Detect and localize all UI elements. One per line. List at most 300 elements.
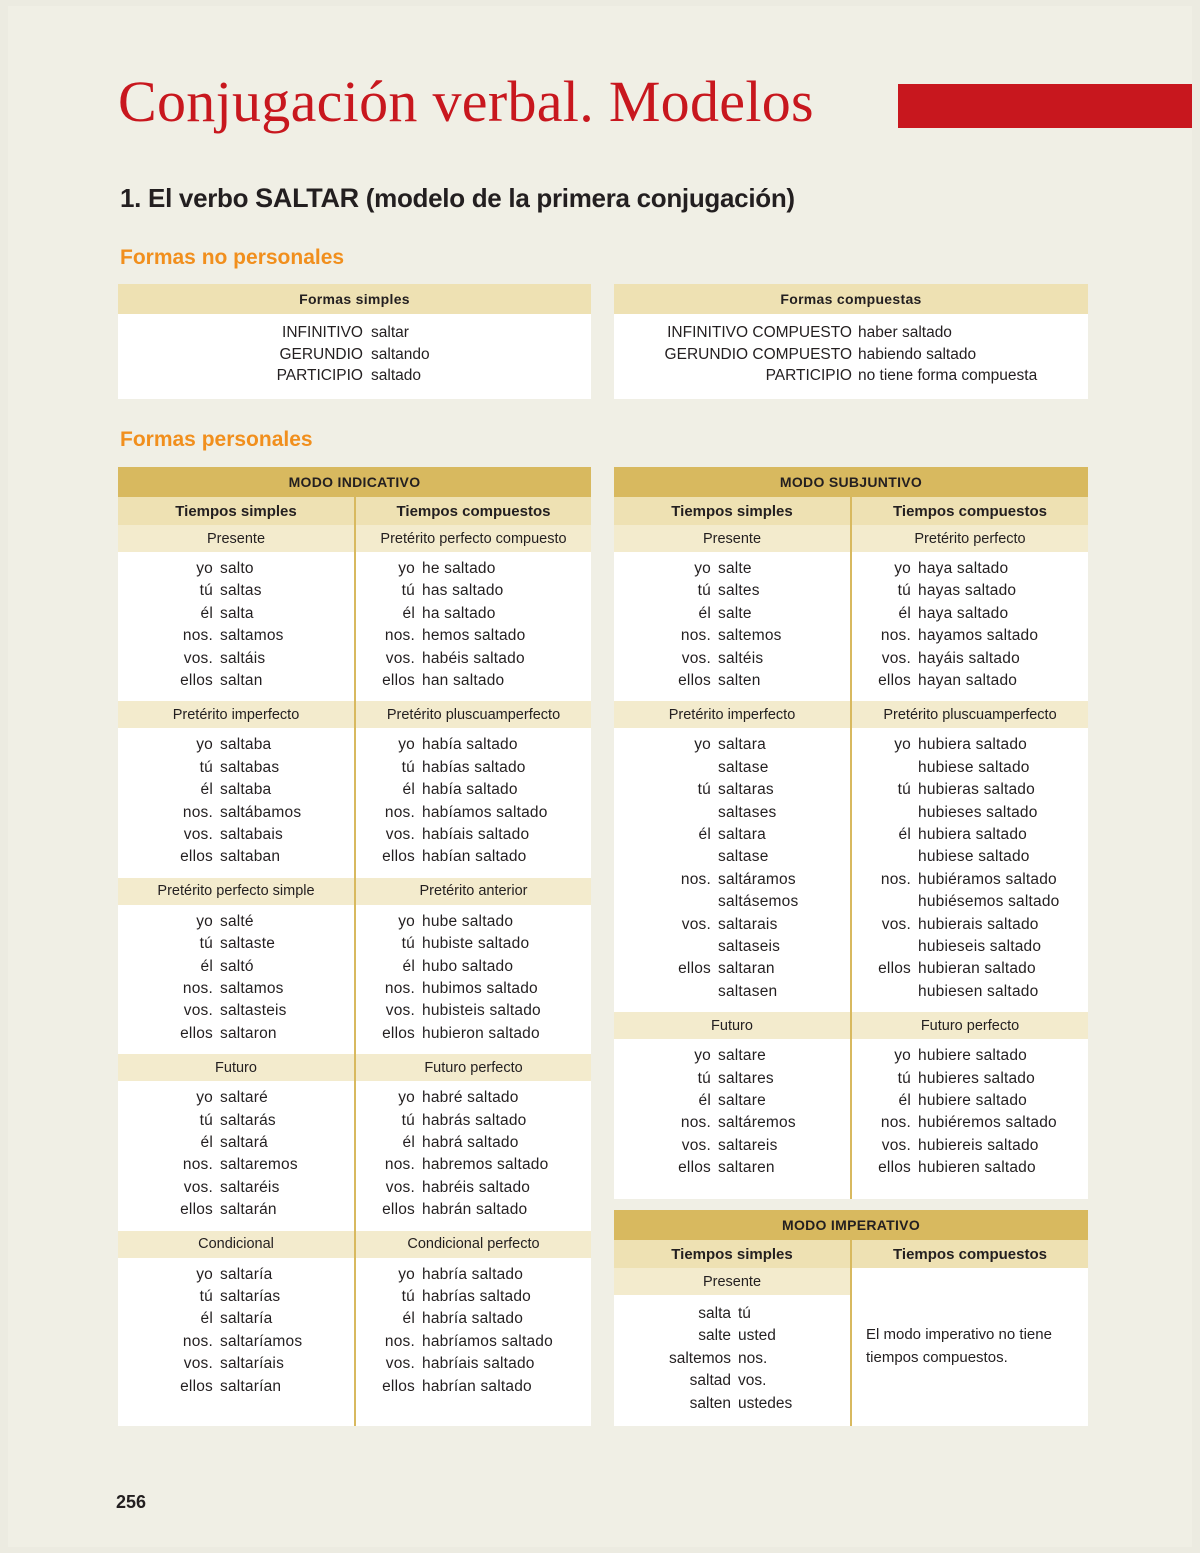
- pronoun: vos.: [881, 915, 911, 933]
- pronoun: ellos: [180, 1377, 213, 1395]
- pronoun: vos.: [681, 1136, 711, 1154]
- imperativo-col-compuestos: Tiempos compuestos: [852, 1240, 1088, 1268]
- verb-form: hubieses saltado: [918, 803, 1038, 821]
- verb-form: hubiese saltado: [918, 758, 1030, 776]
- indicativo-simple-tense: Condicional: [118, 1231, 354, 1258]
- indicativo-simple-rows: [118, 913, 354, 1047]
- verb-form: hubiere saltado: [918, 1047, 1027, 1065]
- verb-form: saltaren: [718, 1159, 775, 1177]
- title-accent-bar: [898, 84, 1192, 128]
- pronoun: vos.: [881, 649, 911, 667]
- pronoun: [852, 893, 911, 915]
- pronoun: [614, 759, 711, 781]
- formas-compuestas-table: [614, 284, 1088, 399]
- pronoun: yo: [694, 736, 711, 754]
- verb-form: hubiereis saltado: [918, 1136, 1039, 1154]
- indicativo-simple-rows: [118, 1089, 354, 1223]
- verb-form: hubisteis saltado: [422, 1002, 541, 1020]
- form-value: haber saltado: [858, 324, 952, 341]
- pronoun: él: [898, 825, 911, 843]
- pronoun: nos.: [880, 627, 911, 645]
- verb-form: saltad: [689, 1372, 731, 1390]
- imperativo-note: El modo imperativo no tiene tiempos compuestos.: [866, 1326, 1052, 1366]
- indicativo-compuesto-rows: [356, 913, 591, 1047]
- pronoun: vos.: [183, 1355, 213, 1373]
- pronoun: [614, 848, 711, 870]
- form-label: PARTICIPIO: [765, 367, 852, 384]
- pronoun: ellos: [878, 1159, 911, 1177]
- pronoun: él: [698, 825, 711, 843]
- subjuntivo-compuesto-rows: [852, 560, 1088, 694]
- pronoun: tú: [199, 582, 213, 600]
- verb-form: hubiesen saltado: [918, 982, 1039, 1000]
- pronoun: él: [698, 1091, 711, 1109]
- verb-form: habrían saltado: [422, 1377, 532, 1395]
- pronoun: tú: [697, 582, 711, 600]
- subjuntivo-compuesto-tense: Pretérito pluscuamperfecto: [852, 701, 1088, 728]
- form-value: no tiene forma compuesta: [858, 367, 1038, 384]
- pronoun: ustedes: [738, 1394, 793, 1412]
- verb-form: habría saltado: [422, 1310, 524, 1328]
- pronoun: él: [898, 1091, 911, 1109]
- pronoun: él: [200, 957, 213, 975]
- verb-form: hayáis saltado: [918, 649, 1020, 667]
- pronoun: él: [200, 781, 213, 799]
- pronoun: él: [402, 1310, 415, 1328]
- pronoun: usted: [738, 1327, 776, 1345]
- pronoun: yo: [196, 1089, 213, 1107]
- verb-form: salte: [718, 560, 752, 577]
- verb-form: salta: [698, 1305, 731, 1322]
- verb-form: había saltado: [422, 781, 518, 799]
- indicativo-simple-tense: Pretérito imperfecto: [118, 701, 354, 728]
- verb-form: saltaba: [220, 781, 272, 799]
- indicativo-compuesto-tense: Condicional perfecto: [356, 1231, 591, 1258]
- indicativo-compuesto-tense: Pretérito pluscuamperfecto: [356, 701, 591, 728]
- verb-form: hayamos saltado: [918, 627, 1039, 645]
- verb-form: saltemos: [668, 1349, 731, 1367]
- section-rest: (modelo de la primera conjugación): [365, 183, 795, 213]
- pronoun: tú: [401, 1287, 415, 1305]
- verb-form: hubiéremos saltado: [918, 1114, 1057, 1132]
- pronoun: tú: [897, 1069, 911, 1087]
- form-label: GERUNDIO: [279, 345, 363, 363]
- section-title: [120, 183, 795, 214]
- pronoun: vos.: [681, 649, 711, 667]
- pronoun: vos.: [385, 1002, 415, 1020]
- pronoun: él: [402, 781, 415, 799]
- pronoun: ellos: [382, 848, 415, 866]
- form-label: INFINITIVO: [282, 324, 363, 341]
- pronoun: ellos: [878, 960, 911, 978]
- formas-simples-header: Formas simples: [118, 284, 591, 314]
- verb-form: saltaseis: [718, 937, 781, 955]
- verb-form: has saltado: [422, 582, 504, 600]
- modo-subjuntivo-table: [614, 467, 1088, 1199]
- verb-form: salten: [689, 1394, 731, 1412]
- pronoun: nos.: [182, 979, 213, 997]
- verb-form: hubo saltado: [422, 957, 514, 975]
- verb-form: saltase: [718, 758, 769, 776]
- pronoun: nos.: [384, 1156, 415, 1174]
- imperativo-tense-presente: Presente: [614, 1268, 850, 1295]
- pronoun: yo: [398, 560, 415, 577]
- verb-form: habrán saltado: [422, 1201, 528, 1219]
- pronoun: ellos: [382, 671, 415, 689]
- pronoun: yo: [196, 1265, 213, 1283]
- form-value: saltando: [371, 345, 430, 363]
- subjuntivo-simple-rows: [614, 736, 850, 1005]
- subjuntivo-compuesto-tense: Pretérito perfecto: [852, 525, 1088, 552]
- pronoun: yo: [196, 736, 213, 754]
- verb-form: saltaríamos: [220, 1332, 303, 1350]
- pronoun: nos.: [384, 1332, 415, 1350]
- verb-form: hubiese saltado: [918, 848, 1030, 866]
- verb-form: hubimos saltado: [422, 979, 538, 997]
- form-value: habiendo saltado: [858, 345, 977, 363]
- pronoun: ellos: [180, 848, 213, 866]
- verb-form: saltemos: [718, 627, 782, 645]
- pronoun: tú: [401, 935, 415, 953]
- modo-imperativo-header: MODO IMPERATIVO: [614, 1210, 1088, 1240]
- indicativo-simple-tense: Futuro: [118, 1054, 354, 1081]
- pronoun: [852, 848, 911, 870]
- verb-form: habíamos saltado: [422, 803, 548, 821]
- indicativo-compuesto-tense: Pretérito perfecto compuesto: [356, 525, 591, 552]
- pronoun: él: [402, 957, 415, 975]
- pronoun: nos.: [738, 1349, 768, 1367]
- verb-form: hubiere saltado: [918, 1091, 1027, 1109]
- formas-simples-table: [118, 284, 591, 399]
- pronoun: él: [200, 604, 213, 622]
- verb-form: saltasteis: [220, 1002, 287, 1020]
- verb-form: habías saltado: [422, 758, 526, 776]
- verb-form: saltaría: [220, 1310, 273, 1328]
- verb-form: hubieras saltado: [918, 781, 1035, 799]
- section-lead: El verbo: [148, 183, 249, 213]
- pronoun: [614, 938, 711, 960]
- verb-form: saltare: [718, 1091, 766, 1109]
- pronoun: vos.: [385, 1178, 415, 1196]
- verb-form: saltabais: [220, 825, 283, 843]
- indicativo-simple-tense: Pretérito perfecto simple: [118, 878, 354, 905]
- verb-form: habréis saltado: [422, 1178, 531, 1196]
- verb-form: saltará: [220, 1133, 268, 1151]
- verb-form: saltarías: [220, 1287, 281, 1305]
- verb-form: saltaremos: [220, 1156, 298, 1174]
- verb-form: saltaré: [220, 1089, 268, 1107]
- indicativo-simple-tense: Presente: [118, 525, 354, 552]
- verb-form: saltaría: [220, 1265, 273, 1283]
- pronoun: yo: [894, 1047, 911, 1065]
- pronoun: tú: [401, 582, 415, 600]
- verb-form: saltaba: [220, 736, 272, 754]
- verb-form: salto: [220, 560, 254, 577]
- verb-form: hubiste saltado: [422, 935, 530, 953]
- verb-form: saltaste: [220, 935, 276, 953]
- pronoun: él: [402, 1133, 415, 1151]
- verb-form: haya saltado: [918, 560, 1009, 577]
- indicativo-simple-rows: [118, 736, 354, 870]
- pronoun: ellos: [382, 1377, 415, 1395]
- subjuntivo-simple-tense: Presente: [614, 525, 850, 552]
- pronoun: tú: [199, 1111, 213, 1129]
- pronoun: vos.: [183, 825, 213, 843]
- subjuntivo-col-simples: Tiempos simples: [614, 497, 850, 525]
- verb-form: hubiéramos saltado: [918, 870, 1057, 888]
- verb-form: saltase: [718, 848, 769, 866]
- subjuntivo-compuesto-rows: [852, 1047, 1088, 1181]
- pronoun: ellos: [878, 671, 911, 689]
- verb-form: hubierais saltado: [918, 915, 1039, 933]
- pronoun: tú: [199, 1287, 213, 1305]
- pronoun: vos.: [681, 915, 711, 933]
- indicativo-compuesto-rows: [356, 736, 591, 870]
- verb-form: saltarían: [220, 1377, 282, 1395]
- pronoun: ellos: [180, 671, 213, 689]
- page-title: Conjugación verbal. Modelos: [118, 69, 814, 134]
- pronoun: tú: [897, 582, 911, 600]
- verb-form: haya saltado: [918, 604, 1009, 622]
- indicativo-simple-rows: [118, 560, 354, 694]
- verb-form: saltas: [220, 582, 262, 600]
- pronoun: tú: [697, 781, 711, 799]
- form-label: GERUNDIO COMPUESTO: [664, 345, 852, 363]
- verb-form: habré saltado: [422, 1089, 519, 1107]
- verb-form: saltasen: [718, 982, 778, 1000]
- verb-form: habríamos saltado: [422, 1332, 553, 1350]
- verb-form: saltamos: [220, 627, 284, 645]
- verb-form: saltaron: [220, 1024, 277, 1042]
- heading-personales: Formas personales: [120, 428, 313, 451]
- modo-indicativo-table: [118, 467, 591, 1426]
- pronoun: [852, 938, 911, 960]
- pronoun: nos.: [384, 979, 415, 997]
- verb-form: hubieron saltado: [422, 1024, 540, 1042]
- verb-form: hubiésemos saltado: [918, 893, 1060, 911]
- indicativo-compuesto-rows: [356, 1089, 591, 1223]
- verb-form: hube saltado: [422, 912, 514, 930]
- verb-form: salten: [718, 671, 761, 689]
- pronoun: nos.: [880, 1114, 911, 1132]
- verb-form: saltan: [220, 671, 263, 689]
- pronoun: tú: [199, 758, 213, 776]
- indicativo-compuesto-tense: Pretérito anterior: [356, 878, 591, 905]
- verb-form: hayas saltado: [918, 582, 1017, 600]
- verb-form: saltarás: [220, 1111, 276, 1129]
- verb-form: saltarán: [220, 1201, 277, 1219]
- verb-form: hubiera saltado: [918, 736, 1027, 754]
- indicativo-compuesto-tense: Futuro perfecto: [356, 1054, 591, 1081]
- verb-form: saltáremos: [718, 1114, 796, 1132]
- verb-form: saltaríais: [220, 1355, 285, 1373]
- pronoun: nos.: [384, 627, 415, 645]
- page-number: 256: [116, 1492, 147, 1512]
- verb-form: saltábamos: [220, 803, 302, 821]
- verb-form: hubieres saltado: [918, 1069, 1035, 1087]
- pronoun: yo: [398, 1089, 415, 1107]
- pronoun: yo: [694, 1047, 711, 1065]
- verb-form: salte: [718, 604, 752, 622]
- pronoun: él: [698, 604, 711, 622]
- subjuntivo-simple-rows: [614, 1047, 850, 1181]
- subjuntivo-compuesto-tense: Futuro perfecto: [852, 1012, 1088, 1039]
- pronoun: nos.: [182, 627, 213, 645]
- verb-form: saltáis: [220, 649, 266, 667]
- pronoun: tú: [897, 781, 911, 799]
- pronoun: ellos: [678, 1159, 711, 1177]
- section-verb: SALTAR: [255, 183, 359, 213]
- verb-form: habremos saltado: [422, 1156, 549, 1174]
- pronoun: yo: [398, 912, 415, 930]
- pronoun: ellos: [382, 1201, 415, 1219]
- pronoun: nos.: [182, 1332, 213, 1350]
- subjuntivo-simple-tense: Futuro: [614, 1012, 850, 1039]
- subjuntivo-col-compuestos: Tiempos compuestos: [852, 497, 1088, 525]
- pronoun: [852, 983, 911, 1005]
- verb-form: habrás saltado: [422, 1111, 527, 1129]
- pronoun: él: [898, 604, 911, 622]
- verb-form: salté: [220, 912, 254, 930]
- verb-form: saltases: [718, 803, 777, 821]
- pronoun: él: [200, 1310, 213, 1328]
- verb-form: saltaran: [718, 960, 775, 978]
- verb-form: hubiera saltado: [918, 825, 1027, 843]
- verb-form: salta: [220, 604, 254, 622]
- pronoun: tú: [199, 935, 213, 953]
- verb-form: habéis saltado: [422, 649, 525, 667]
- pronoun: vos.: [385, 825, 415, 843]
- pronoun: yo: [398, 1265, 415, 1283]
- verb-form: habrá saltado: [422, 1133, 519, 1151]
- verb-form: saltara: [718, 736, 766, 754]
- verb-form: saltaras: [718, 781, 774, 799]
- pronoun: vos.: [881, 1136, 911, 1154]
- imperativo-rows: [614, 1305, 850, 1417]
- verb-form: saltéis: [718, 649, 764, 667]
- verb-form: saltamos: [220, 979, 284, 997]
- pronoun: ellos: [678, 671, 711, 689]
- verb-form: saltáramos: [718, 870, 796, 888]
- verb-form: saltásemos: [718, 893, 799, 911]
- indicativo-compuesto-rows: [356, 560, 591, 694]
- section-number: 1.: [120, 183, 142, 213]
- formas-simples-rows: [118, 324, 591, 389]
- subjuntivo-simple-tense: Pretérito imperfecto: [614, 701, 850, 728]
- indicativo-col-simples: Tiempos simples: [118, 497, 354, 525]
- verb-form: habríais saltado: [422, 1355, 535, 1373]
- modo-subjuntivo-header: MODO SUBJUNTIVO: [614, 467, 1088, 497]
- pronoun: nos.: [384, 803, 415, 821]
- verb-form: hubieren saltado: [918, 1159, 1036, 1177]
- pronoun: ellos: [180, 1024, 213, 1042]
- pronoun: vos.: [183, 649, 213, 667]
- verb-form: saltes: [718, 582, 760, 600]
- pronoun: vos.: [385, 1355, 415, 1373]
- verb-form: hayan saltado: [918, 671, 1018, 689]
- pronoun: yo: [398, 736, 415, 754]
- pronoun: [852, 759, 911, 781]
- pronoun: nos.: [680, 627, 711, 645]
- pronoun: tú: [697, 1069, 711, 1087]
- verb-form: saltarais: [718, 915, 778, 933]
- pronoun: él: [402, 604, 415, 622]
- pronoun: [614, 983, 711, 1005]
- pronoun: [614, 804, 711, 826]
- form-label: INFINITIVO COMPUESTO: [667, 324, 852, 341]
- pronoun: yo: [196, 912, 213, 930]
- verb-form: saltara: [718, 825, 766, 843]
- formas-compuestas-rows: [614, 324, 1088, 389]
- pronoun: vos.: [385, 649, 415, 667]
- verb-form: saltare: [718, 1047, 766, 1065]
- formas-compuestas-header: Formas compuestas: [614, 284, 1088, 314]
- verb-form: he saltado: [422, 560, 496, 577]
- pronoun: tú: [738, 1305, 751, 1322]
- verb-form: saltareis: [718, 1136, 778, 1154]
- pronoun: tú: [401, 758, 415, 776]
- pronoun: nos.: [182, 803, 213, 821]
- form-value: saltado: [371, 367, 421, 384]
- verb-form: saltaban: [220, 848, 281, 866]
- verb-form: habían saltado: [422, 848, 527, 866]
- verb-form: hubieseis saltado: [918, 937, 1042, 955]
- pronoun: él: [200, 1133, 213, 1151]
- pronoun: [614, 893, 711, 915]
- pronoun: nos.: [680, 870, 711, 888]
- pronoun: ellos: [678, 960, 711, 978]
- verb-form: había saltado: [422, 736, 518, 754]
- verb-form: habíais saltado: [422, 825, 530, 843]
- pronoun: nos.: [182, 1156, 213, 1174]
- verb-form: hemos saltado: [422, 627, 526, 645]
- pronoun: yo: [894, 560, 911, 577]
- verb-form: habría saltado: [422, 1265, 524, 1283]
- modo-imperativo-table: [614, 1210, 1088, 1426]
- verb-form: saltaréis: [220, 1178, 280, 1196]
- modo-indicativo-header: MODO INDICATIVO: [118, 467, 591, 497]
- verb-form: salte: [698, 1327, 731, 1345]
- verb-form: saltó: [220, 957, 254, 975]
- pronoun: [852, 804, 911, 826]
- indicativo-compuesto-rows: [356, 1266, 591, 1400]
- indicativo-simple-rows: [118, 1266, 354, 1400]
- verb-form: saltabas: [220, 758, 280, 776]
- imperativo-col-simples: Tiempos simples: [614, 1240, 850, 1268]
- pronoun: yo: [196, 560, 213, 577]
- heading-no-personales: Formas no personales: [120, 246, 345, 269]
- form-value: saltar: [371, 324, 409, 341]
- pronoun: yo: [894, 736, 911, 754]
- pronoun: ellos: [180, 1201, 213, 1219]
- pronoun: ellos: [382, 1024, 415, 1042]
- indicativo-col-compuestos: Tiempos compuestos: [356, 497, 591, 525]
- pronoun: yo: [694, 560, 711, 577]
- imperativo-divider: [850, 1240, 852, 1426]
- subjuntivo-compuesto-rows: [852, 736, 1088, 1005]
- pronoun: nos.: [880, 870, 911, 888]
- form-label: PARTICIPIO: [276, 367, 363, 384]
- pronoun: vos.: [183, 1178, 213, 1196]
- pronoun: vos.: [738, 1372, 767, 1390]
- pronoun: nos.: [680, 1114, 711, 1132]
- verb-form: ha saltado: [422, 604, 496, 622]
- pronoun: tú: [401, 1111, 415, 1129]
- verb-form: habrías saltado: [422, 1287, 531, 1305]
- verb-form: hubieran saltado: [918, 960, 1036, 978]
- verb-form: saltares: [718, 1069, 774, 1087]
- subjuntivo-simple-rows: [614, 560, 850, 694]
